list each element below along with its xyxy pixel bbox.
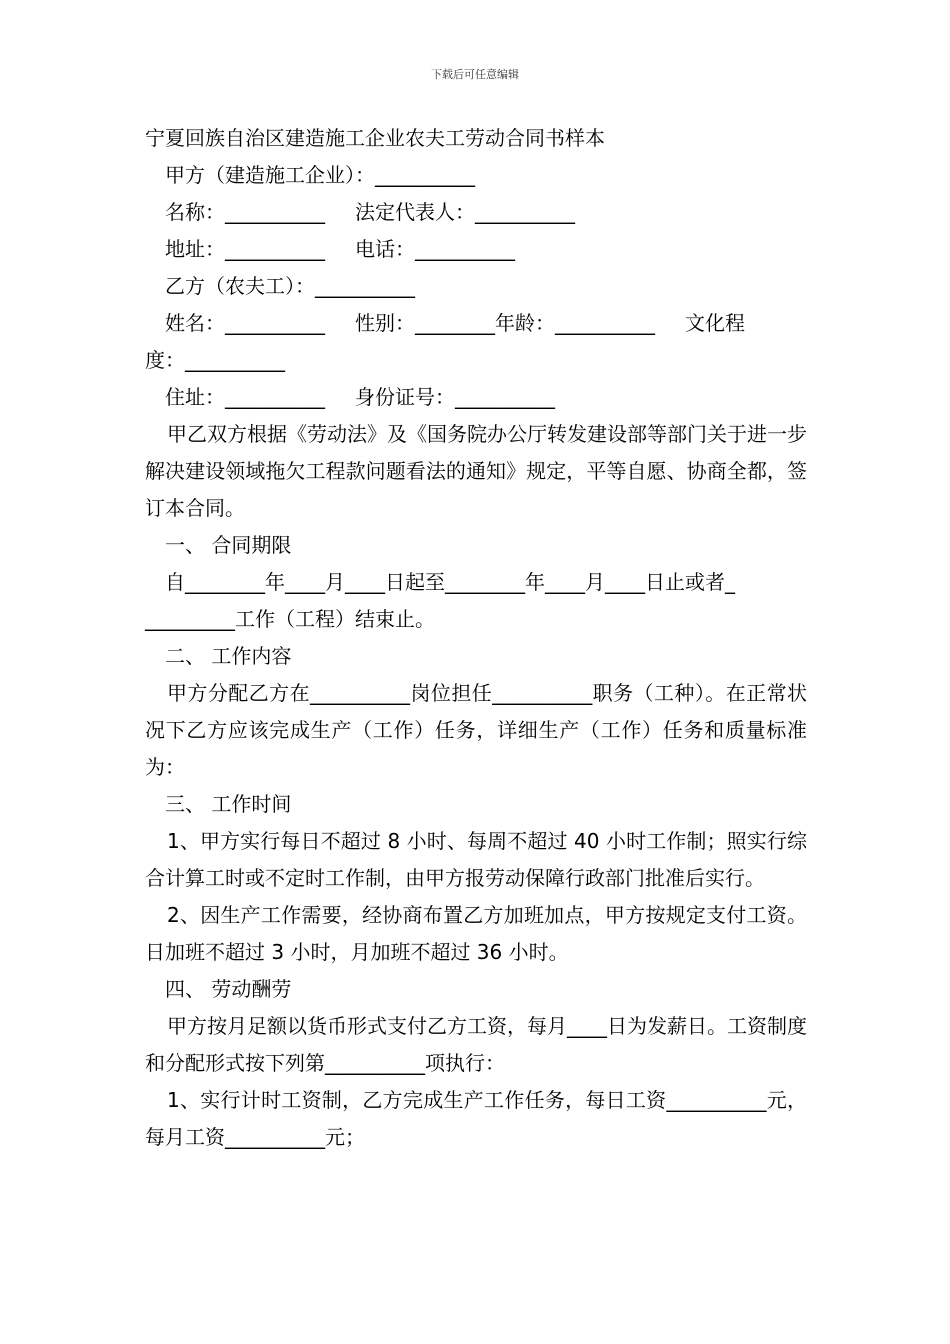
work-content-paragraph <box>145 675 807 786</box>
section-4-title: 四、 劳动酬劳 <box>165 977 292 1001</box>
contract-term-line-2: _________工作（工程）结束止。 <box>145 607 435 631</box>
worker-education-field: 度：__________ <box>145 348 285 372</box>
worker-id-field: 身份证号：__________ <box>355 385 555 409</box>
party-a-line: 甲方（建造施工企业）：__________ <box>165 163 475 187</box>
worker-address-field: 住址：__________ <box>165 385 325 409</box>
section-2-title: 二、 工作内容 <box>165 644 292 668</box>
page-header: 下载后可任意编辑 <box>431 68 519 81</box>
company-name-field: 名称：__________ <box>165 200 325 224</box>
section-1-title: 一、 合同期限 <box>165 533 292 557</box>
party-b-line: 乙方（农夫工）：__________ <box>165 274 415 298</box>
work-content-text: 甲方分配乙方在__________岗位担任__________职务（工种）。在正常状况下乙方应该完成生产（工作）任务，详细生产（工作）任务和质量标准为： <box>145 681 807 779</box>
remuneration-paragraph <box>145 1008 807 1082</box>
section-3-title: 三、 工作时间 <box>165 792 292 816</box>
worker-info-line <box>145 305 807 342</box>
hourly-wage-paragraph <box>145 1082 807 1156</box>
worker-gender-age-field: 性别：________年龄：__________ <box>355 311 655 335</box>
remuneration-text: 甲方按月足额以货币形式支付乙方工资，每月____日为发薪日。工资制度和分配形式按下列第__________项执行： <box>145 1014 807 1075</box>
worker-name-field: 姓名：__________ <box>165 311 325 335</box>
work-time-text-2: 2、因生产工作需要，经协商布置乙方加班加点，甲方按规定支付工资。日加班不超过 3 小时，月加班不超过 36 小时。 <box>145 903 807 964</box>
work-time-paragraph-2 <box>145 897 807 971</box>
intro-text: 甲乙双方根据《劳动法》及《国务院办公厅转发建设部等部门关于进一步解决建设领域拖欠工程款问题看法的通知》规定，平等自愿、协商全都，签订本合同。 <box>145 422 807 520</box>
contract-document <box>145 120 807 1156</box>
company-name-line <box>145 194 807 231</box>
company-address-line <box>145 231 807 268</box>
work-time-paragraph-1 <box>145 823 807 897</box>
hourly-wage-text: 1、实行计时工资制，乙方完成生产工作任务，每日工资__________元，每月工资__________元； <box>145 1088 807 1149</box>
company-phone-field: 电话：__________ <box>355 237 515 261</box>
worker-residence-line <box>145 379 807 416</box>
work-time-text-1: 1、甲方实行每日不超过 8 小时、每周不超过 40 小时工作制；照实行综合计算工时或不定时工作制，由甲方报劳动保障行政部门批准后实行。 <box>145 829 807 890</box>
company-address-field: 地址：__________ <box>165 237 325 261</box>
intro-paragraph <box>145 416 807 527</box>
legal-representative-field: 法定代表人：__________ <box>355 200 575 224</box>
contract-term-line-1: 自________年____月____日起至________年____月____日止或者_ <box>165 570 735 594</box>
document-title: 宁夏回族自治区建造施工企业农夫工劳动合同书样本 <box>145 126 605 150</box>
worker-education-label: 文化程 <box>685 311 745 335</box>
